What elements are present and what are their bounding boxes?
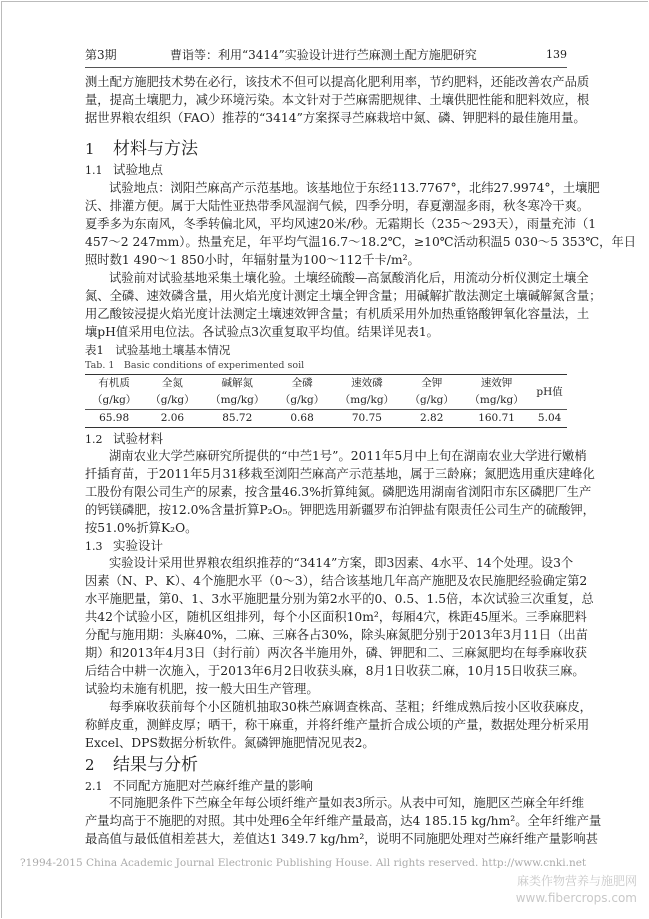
table-header-cell: pH值 xyxy=(536,385,563,398)
table-cell: 5.04 xyxy=(532,410,567,428)
table-cell: 160.71 xyxy=(461,410,532,428)
table-cell: 65.98 xyxy=(85,410,143,428)
text-line: 壤pH值采用电位法。各试验点3次重复取平均值。结果详见表1。 xyxy=(85,325,439,339)
table-header-cell: 全氮 xyxy=(161,377,183,389)
paragraph-design xyxy=(85,554,594,698)
table-caption-en: Tab. 1 Basic conditions of experimented soil xyxy=(85,360,305,371)
text-line: 产量均高于不施肥的对照。其中处理6全年纤维产量最高，达4 185.15 kg/hm²。全年纤维产量 xyxy=(85,814,602,828)
text-line: 工股份有限公司生产的尿素，按含量46.3%折算纯氮。磷肥选用湖南省浏阳市东区磷肥厂生产 xyxy=(85,485,592,499)
text-line: 分配与施用期：头麻40%，二麻、三麻各占30%，除头麻氮肥分别于2013年3月11日（出苗 xyxy=(85,628,588,642)
text-line: 共42个试验小区，随机区组排列，每个小区面积10m²，每厢4穴，株距45厘米。三季麻肥料 xyxy=(85,610,587,624)
table-cell: 2.82 xyxy=(403,410,461,428)
table-header-cell: 速效磷 xyxy=(351,377,383,389)
table-header-row xyxy=(85,375,567,392)
table-caption: 表1 试验基地土壤基本情况 xyxy=(85,343,231,357)
text-line: Excel、DPS数据分析软件。氮磷钾施肥情况见表2。 xyxy=(85,736,375,750)
subsection-heading-1-3 xyxy=(85,538,163,555)
text-line: 据世界粮农组织（FAO）推荐的“3414”方案探寻苎麻栽培中氮、磷、钾肥料的最佳施用量。 xyxy=(85,111,586,125)
text-line: 沃、排灌方便。属于大陆性亚热带季风湿润气候，四季分明，春夏潮湿多雨，秋冬寒冷干爽。 xyxy=(85,199,590,213)
section-title: 材料与方法 xyxy=(113,139,198,159)
table-cell: 85.72 xyxy=(202,410,273,428)
subsection-number: 1.3 xyxy=(85,540,103,553)
table-unit-cell: （mg/kg） xyxy=(210,394,265,406)
section-number: 2 xyxy=(85,756,95,774)
text-line: 试验地点：浏阳苎麻高产示范基地。该基地位于东经113.7767°，北纬27.9974°，土壤肥 xyxy=(109,181,600,195)
page-number: 139 xyxy=(546,48,567,61)
text-line: 因素（N、P、K）、4个施肥水平（0～3），结合该基地几年高产施肥及农民施肥经验确定第2 xyxy=(85,574,588,588)
subsection-number: 1.2 xyxy=(85,433,103,446)
text-line: 测土配方施肥技术势在必行，该技术不但可以提高化肥利用率，节约肥料，还能改善农产品质 xyxy=(85,75,590,89)
watermark-cn: 麻类作物营养与施肥网 xyxy=(516,874,637,888)
text-line: 的钙镁磷肥，按12.0%含量折算P₂O₅。钾肥选用新疆罗布泊钾盐有限责任公司生产的硫酸钾， xyxy=(85,503,595,517)
paragraph-soil-analysis xyxy=(85,269,602,341)
table-cell: 2.06 xyxy=(143,410,201,428)
table-header-cell: 全磷 xyxy=(291,377,313,389)
table-unit-row xyxy=(85,392,567,410)
issue-number: 第3期 xyxy=(85,48,117,62)
text-line: 期）和2013年4月3日（封行前）两次各半施用外，磷、钾肥和二、三麻氮肥均在每季麻收获 xyxy=(85,646,587,660)
table-unit-cell: （g/kg） xyxy=(91,394,137,406)
watermark-url: www.fibercrops.com xyxy=(515,891,637,905)
subsection-heading-1-2 xyxy=(85,431,163,448)
table-row xyxy=(85,410,567,428)
text-line: 按51.0%折算K₂O。 xyxy=(85,521,198,535)
subsection-number: 1.1 xyxy=(85,164,103,177)
paragraph-materials xyxy=(85,447,595,537)
text-line: 水平施肥量，第0、1、3水平施肥量分别为第2水平的0、0.5、1.5倍，本次试验三次重复，总 xyxy=(85,592,594,606)
text-line: 夏季多为东南风，冬季转偏北风，平均风速20米/秒。无霜期长（235～293天），雨量充沛（1 xyxy=(85,217,597,231)
table-cell: 0.68 xyxy=(273,410,331,428)
table-unit-cell: （g/kg） xyxy=(150,394,195,406)
text-line: 量，提高土壤肥力，减少环境污染。本文针对于苎麻需肥规律、土壤供肥性能和肥料效应，根 xyxy=(85,93,590,107)
table-unit-cell: （mg/kg） xyxy=(469,394,524,406)
text-line: 每季麻收获前每个小区随机抽取30株苎麻调查株高、茎粗；纤维成熟后按小区收获麻皮， xyxy=(109,700,592,714)
table-unit-cell: （g/kg） xyxy=(279,394,325,406)
header-rule xyxy=(85,67,567,68)
section-heading-2 xyxy=(85,754,198,776)
table-header-cell: 有机质 xyxy=(98,377,130,389)
text-line: 后结合中耕一次施入，于2013年6月2日收获头麻，8月1日收获二麻，10月15日收获三麻。 xyxy=(85,664,585,678)
text-line: 照时数1 490～1 850小时，年辐射量为100～112千卡/m²。 xyxy=(85,253,420,267)
section-number: 1 xyxy=(85,140,95,158)
table-header-cell: 碱解氮 xyxy=(221,377,253,389)
soil-table xyxy=(85,374,567,428)
intro-paragraph xyxy=(85,73,590,127)
text-line: 不同施肥条件下苎麻全年每公顷纤维产量如表3所示。从表中可知，施肥区苎麻全年纤维 xyxy=(109,796,585,810)
text-line: 用乙酸铵浸提火焰光度计法测定土壤速效钾含量；有机质采用外加热重铬酸钾氧化容量法，土 xyxy=(85,307,590,321)
text-line: 氮、全磷、速效磷含量，用火焰光度计测定土壤全钾含量；用碱解扩散法测定土壤碱解氮含量； xyxy=(85,289,602,303)
text-line: 457～2 247mm）。热量充足，年平均气温16.7～18.2℃，≥10℃活动积温5 030～5 353℃，年日 xyxy=(85,235,637,249)
table-unit-cell: （mg/kg） xyxy=(339,394,395,406)
text-line: 试验前对试验基地采集土壤化验。土壤经硫酸—高氯酸消化后，用流动分析仪测定土壤全 xyxy=(109,271,589,285)
paragraph-measurement xyxy=(85,698,592,752)
section-heading-1 xyxy=(85,138,198,160)
subsection-number: 2.1 xyxy=(85,780,103,793)
subsection-heading-1-1 xyxy=(85,162,163,179)
table-header-cell: 速效钾 xyxy=(480,377,513,389)
text-line: 扦插育苗，于2011年5月31移栽至浏阳苎麻高产示范基地，属于三龄麻；氮肥选用重庆建峰化 xyxy=(85,467,595,481)
table-unit-cell: （g/kg） xyxy=(409,394,454,406)
running-header xyxy=(85,46,567,66)
paragraph-yield xyxy=(85,794,602,848)
table-cell: 70.75 xyxy=(331,410,402,428)
table-header-cell: 全钾 xyxy=(421,377,443,389)
copyright-footer: ?1994-2015 China Academic Journal Electronic Publishing House. All rights reserved. http://www.cnki.net xyxy=(20,857,587,869)
text-line: 最高值与最低值相差甚大，差值达1 349.7 kg/hm²，说明不同施肥处理对苎麻纤维产量影响甚 xyxy=(85,832,598,846)
subsection-title: 不同配方施肥对苎麻纤维产量的影响 xyxy=(113,778,314,793)
subsection-title: 实验设计 xyxy=(113,538,164,553)
text-line: 试验均未施有机肥，按一般大田生产管理。 xyxy=(85,682,319,696)
text-line: 湖南农业大学苎麻研究所提供的“中苎1号”。2011年5月中上旬在湖南农业大学进行嫩梢 xyxy=(109,449,587,463)
subsection-title: 试验材料 xyxy=(113,431,164,446)
subsection-heading-2-1 xyxy=(85,778,313,795)
paragraph-site xyxy=(85,179,637,269)
running-title: 曹诣等：利用“3414”实验设计进行苎麻测土配方施肥研究 xyxy=(170,48,477,62)
section-title: 结果与分析 xyxy=(113,755,198,775)
text-line: 称鲜皮重，测鲜皮厚；晒干，称干麻重，并将纤维产量折合成公顷的产量，数据处理分析采用 xyxy=(85,718,590,732)
subsection-title: 试验地点 xyxy=(113,162,164,177)
text-line: 实验设计采用世界粮农组织推荐的“3414”方案，即3因素、4水平、14个处理。设3个 xyxy=(109,556,574,570)
